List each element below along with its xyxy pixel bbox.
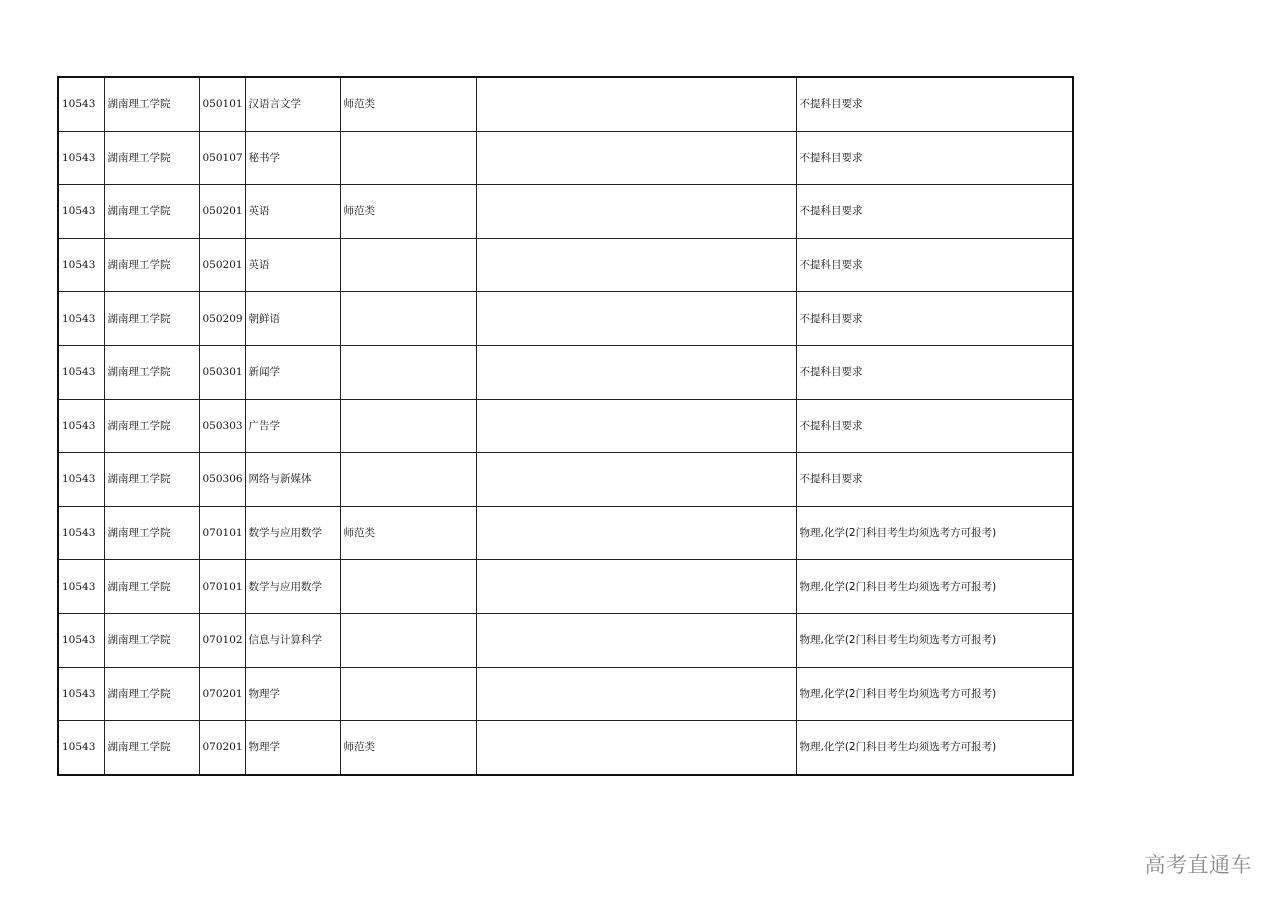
major-code-cell: 050201 <box>199 238 245 292</box>
note-cell <box>476 292 796 346</box>
school-name-cell: 湖南理工学院 <box>104 560 199 614</box>
note-cell <box>476 721 796 775</box>
major-code-cell: 050201 <box>199 185 245 239</box>
school-code-cell: 10543 <box>58 345 104 399</box>
school-name-cell: 湖南理工学院 <box>104 238 199 292</box>
school-code-cell: 10543 <box>58 131 104 185</box>
table-row <box>58 560 1073 614</box>
table-row <box>58 399 1073 453</box>
major-name-cell: 物理学 <box>245 667 340 721</box>
major-name-cell: 朝鲜语 <box>245 292 340 346</box>
table-row <box>58 345 1073 399</box>
subject-requirement-cell: 不提科目要求 <box>796 453 1073 507</box>
major-type-cell <box>340 453 476 507</box>
school-name-cell: 湖南理工学院 <box>104 77 199 131</box>
major-code-cell: 050107 <box>199 131 245 185</box>
table-row <box>58 185 1073 239</box>
note-cell <box>476 506 796 560</box>
major-code-cell: 050303 <box>199 399 245 453</box>
school-code-cell: 10543 <box>58 560 104 614</box>
note-cell <box>476 399 796 453</box>
subject-requirement-cell: 物理,化学(2门科目考生均须选考方可报考) <box>796 667 1073 721</box>
major-code-cell: 070201 <box>199 721 245 775</box>
table-row <box>58 292 1073 346</box>
note-cell <box>476 131 796 185</box>
subject-requirement-cell: 不提科目要求 <box>796 238 1073 292</box>
school-code-cell: 10543 <box>58 453 104 507</box>
table-row <box>58 131 1073 185</box>
school-code-cell: 10543 <box>58 399 104 453</box>
major-type-cell <box>340 131 476 185</box>
major-type-cell: 师范类 <box>340 721 476 775</box>
subject-requirement-cell: 物理,化学(2门科目考生均须选考方可报考) <box>796 560 1073 614</box>
table-row <box>58 238 1073 292</box>
school-code-cell: 10543 <box>58 292 104 346</box>
subject-requirement-cell: 不提科目要求 <box>796 292 1073 346</box>
school-name-cell: 湖南理工学院 <box>104 345 199 399</box>
major-code-cell: 050306 <box>199 453 245 507</box>
school-name-cell: 湖南理工学院 <box>104 399 199 453</box>
subject-requirement-cell: 不提科目要求 <box>796 131 1073 185</box>
subject-requirement-cell: 不提科目要求 <box>796 77 1073 131</box>
school-name-cell: 湖南理工学院 <box>104 613 199 667</box>
major-code-cell: 070102 <box>199 613 245 667</box>
table-row <box>58 667 1073 721</box>
major-type-cell <box>340 292 476 346</box>
major-type-cell <box>340 399 476 453</box>
major-code-cell: 070101 <box>199 560 245 614</box>
subject-requirement-cell: 物理,化学(2门科目考生均须选考方可报考) <box>796 613 1073 667</box>
major-type-cell: 师范类 <box>340 506 476 560</box>
note-cell <box>476 345 796 399</box>
table-body <box>58 77 1073 775</box>
table-row <box>58 453 1073 507</box>
major-name-cell: 秘书学 <box>245 131 340 185</box>
table-row <box>58 721 1073 775</box>
major-code-cell: 050209 <box>199 292 245 346</box>
school-name-cell: 湖南理工学院 <box>104 667 199 721</box>
note-cell <box>476 667 796 721</box>
school-code-cell: 10543 <box>58 238 104 292</box>
major-name-cell: 英语 <box>245 185 340 239</box>
note-cell <box>476 77 796 131</box>
note-cell <box>476 453 796 507</box>
major-name-cell: 网络与新媒体 <box>245 453 340 507</box>
table-row <box>58 506 1073 560</box>
subject-requirements-table <box>57 76 1074 776</box>
note-cell <box>476 185 796 239</box>
major-name-cell: 英语 <box>245 238 340 292</box>
school-code-cell: 10543 <box>58 77 104 131</box>
school-code-cell: 10543 <box>58 721 104 775</box>
major-name-cell: 新闻学 <box>245 345 340 399</box>
school-name-cell: 湖南理工学院 <box>104 292 199 346</box>
table-row <box>58 613 1073 667</box>
note-cell <box>476 238 796 292</box>
table-row <box>58 77 1073 131</box>
major-code-cell: 070201 <box>199 667 245 721</box>
school-code-cell: 10543 <box>58 185 104 239</box>
major-code-cell: 070101 <box>199 506 245 560</box>
school-name-cell: 湖南理工学院 <box>104 131 199 185</box>
school-name-cell: 湖南理工学院 <box>104 453 199 507</box>
school-code-cell: 10543 <box>58 667 104 721</box>
major-type-cell: 师范类 <box>340 185 476 239</box>
major-name-cell: 汉语言文学 <box>245 77 340 131</box>
major-type-cell <box>340 560 476 614</box>
watermark-logo: 高考直通车 <box>1144 853 1252 877</box>
major-type-cell <box>340 613 476 667</box>
school-code-cell: 10543 <box>58 613 104 667</box>
major-name-cell: 数学与应用数学 <box>245 560 340 614</box>
subject-requirement-cell: 不提科目要求 <box>796 345 1073 399</box>
major-code-cell: 050101 <box>199 77 245 131</box>
school-name-cell: 湖南理工学院 <box>104 506 199 560</box>
major-type-cell <box>340 238 476 292</box>
major-type-cell <box>340 345 476 399</box>
school-name-cell: 湖南理工学院 <box>104 185 199 239</box>
major-type-cell <box>340 667 476 721</box>
subject-requirement-cell: 物理,化学(2门科目考生均须选考方可报考) <box>796 721 1073 775</box>
note-cell <box>476 560 796 614</box>
note-cell <box>476 613 796 667</box>
major-name-cell: 广告学 <box>245 399 340 453</box>
school-code-cell: 10543 <box>58 506 104 560</box>
subject-requirement-cell: 不提科目要求 <box>796 399 1073 453</box>
major-name-cell: 物理学 <box>245 721 340 775</box>
major-name-cell: 信息与计算科学 <box>245 613 340 667</box>
subject-requirement-cell: 物理,化学(2门科目考生均须选考方可报考) <box>796 506 1073 560</box>
subject-requirement-cell: 不提科目要求 <box>796 185 1073 239</box>
school-name-cell: 湖南理工学院 <box>104 721 199 775</box>
major-code-cell: 050301 <box>199 345 245 399</box>
major-type-cell: 师范类 <box>340 77 476 131</box>
major-name-cell: 数学与应用数学 <box>245 506 340 560</box>
